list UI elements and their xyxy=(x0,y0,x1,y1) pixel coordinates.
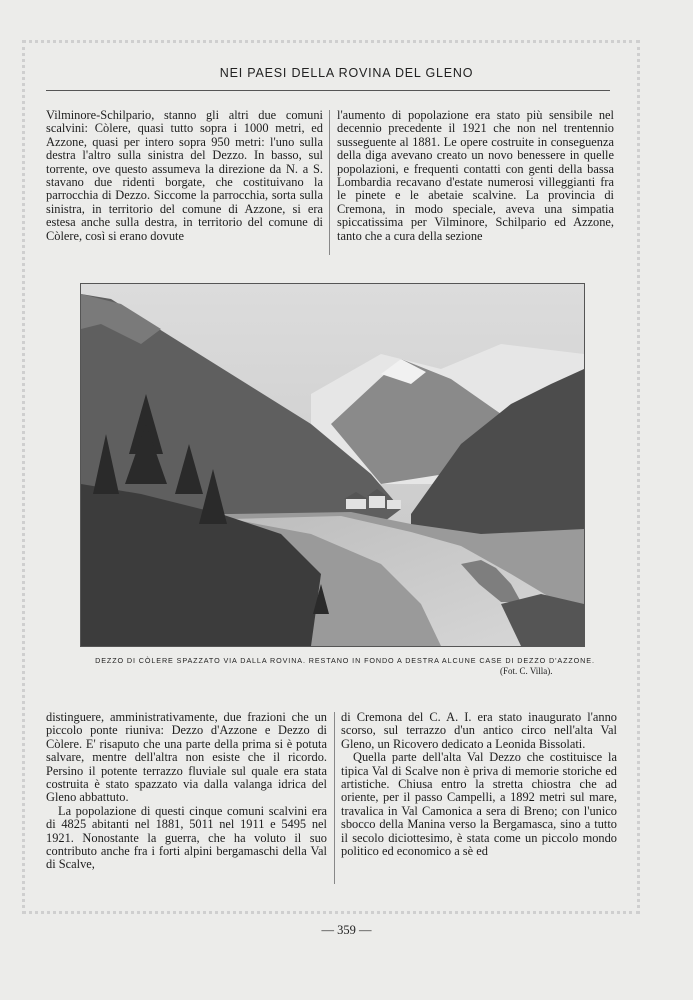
figure-caption: DEZZO DI CÒLERE SPAZZATO VIA DALLA ROVINA. RESTANO IN FONDO A DESTRA ALCUNE CASE DI DEZZO D'AZZONE. xyxy=(95,656,595,665)
paragraph: Vilminore-Schilpario, stanno gli altri due comuni scalvini: Còlere, quasi tutto sopra i 1000 metri, ed Azzone, quasi per intero sopra 950 metri: l'uno sulla destra l'altro sulla sinistra del Dezzo. In basso, sul torrente, ove questo assumeva la direzione da N. a S. stavano due ridenti borgate, che costituivano la parrocchia di Dezzo. Siccome la parrocchia, sorta sulla sinistra, in territorio del comune di Azzone, si era estesa anche sulla destra, in territorio del comune di Còlere, così si erano dovute xyxy=(46,108,323,243)
column-divider xyxy=(334,712,335,884)
photo-illustration xyxy=(81,284,584,646)
paragraph: di Cremona del C. A. I. era stato inaugurato l'anno scorso, sul terrazzo d'un antico circo nell'alta Val Gleno, un Ricovero dedicato a Leonida Bissolati. xyxy=(341,710,617,751)
paragraph: l'aumento di popolazione era stato più sensibile nel decennio precedente il 1921 che non nel trentennio susseguente al 1881. Le opere costruite in conseguenza della diga avevano creato un novo benessere in quelle popolazioni, e frequenti contatti con genti della bassa Lombardia recavano d'estate numerosi villeggianti fra le pinete e le abetaie scalvine. La provincia di Cremona, in modo speciale, aveva una simpatia spiccatissima per Vilminore, Schilpario ed Azzone, tanto che a cura della sezione xyxy=(337,108,614,243)
header-rule xyxy=(46,90,610,91)
landscape-photo xyxy=(80,283,585,647)
paragraph: Quella parte dell'alta Val Dezzo che costituisce la tipica Val di Scalve non è priva di memorie storiche ed artistiche. Chiusa entro la stretta chiostra che ad oriente, per il passo Campelli, a 1892 metri sul mare, travalica in Val Camonica a sera di Breno; con l'unico sbocco della Manina verso la Bergamasca, sino a tutto il secolo diciottesimo, è stata come un piccolo mondo politico ed economico a sè ed xyxy=(341,750,617,859)
running-title: NEI PAESI DELLA ROVINA DEL GLENO xyxy=(219,66,474,80)
paragraph: distinguere, amministrativamente, due frazioni che un piccolo ponte riuniva: Dezzo d'Azzone e Dezzo di Còlere. E' risaputo che una parte della prima si è potuta salvare, mentre dell'altra non esiste che il ricordo. Persino il potente terrazzo fluviale sul quale era stata costruita è stato spazzato via dalla valanga idrica del Gleno abbattuto. xyxy=(46,710,327,805)
text-column-top-left xyxy=(46,109,323,243)
paragraph: La popolazione di questi cinque comuni scalvini era di 4825 abitanti nel 1881, 5011 nel 1911 e 5495 nel 1921. Nonostante la guerra, che ha voluto il suo contributo anche fra i forti alpini bergamaschi della Val di Scalve, xyxy=(46,803,327,872)
page-number: — 359 — xyxy=(321,923,372,937)
text-column-top-right xyxy=(337,109,614,243)
photo-credit: (Fot. C. Villa). xyxy=(500,666,553,676)
text-column-bottom-left xyxy=(46,711,327,872)
column-divider xyxy=(329,110,330,255)
text-column-bottom-right xyxy=(341,711,617,858)
